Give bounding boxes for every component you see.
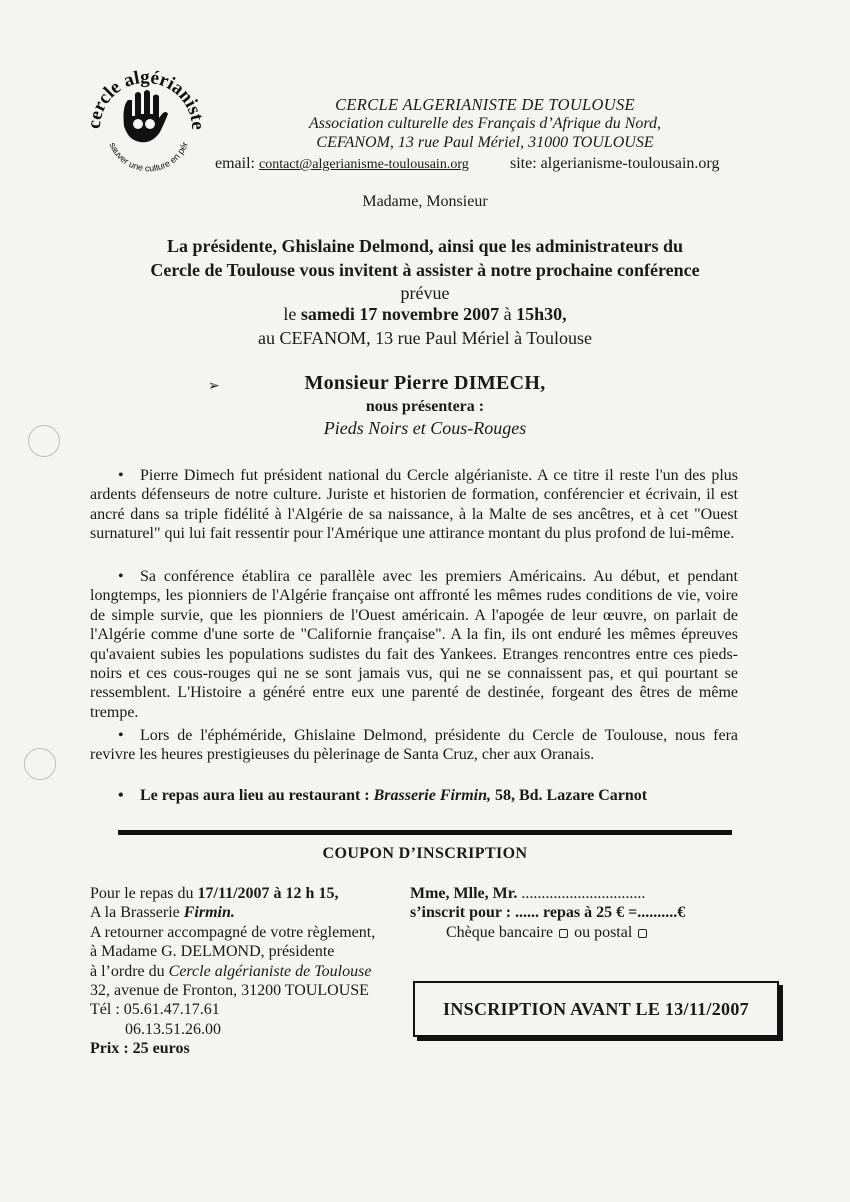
registration-deadline-box [413,981,779,1037]
order-name: Cercle algérianiste de Toulouse [168,962,372,980]
salutation: Madame, Monsieur [362,193,488,210]
meal-label: Le repas aura lieu au restaurant : [140,787,370,804]
site-info [510,155,719,173]
coupon-price: Prix : 25 euros [90,1040,190,1058]
punch-hole [24,748,56,780]
paragraph-conference [90,567,738,722]
email-link[interactable]: contact@algerianisme-toulousain.org [258,157,469,172]
bullet-icon: • [118,467,124,484]
meal-date-prefix: Pour le repas du [90,885,194,902]
coupon-address-line: 32, avenue de Fronton, 31200 TOULOUSE [90,982,369,1000]
coupon-return-line: A retourner accompagné de votre règlement, [90,923,376,941]
association-logo [78,48,210,180]
invitation-line-2: Cercle de Toulouse vous invitent à assister à notre prochaine conférence [150,260,700,280]
paragraph-meal [90,786,738,805]
name-dots: ............................... [521,885,646,902]
email-label: email: [215,155,255,172]
hand-icon [124,90,169,142]
order-prefix: à l’ordre du [90,962,165,980]
coupon-recipient-line: à Madame G. DELMOND, présidente [90,943,335,961]
restaurant-prefix: A la Brasserie [90,904,180,922]
coupon-phone-2: 06.13.51.26.00 [125,1020,221,1038]
coupon-order-line [90,962,410,981]
date-prefix: le [283,304,297,324]
speaker-presents: nous présentera : [365,398,485,415]
paragraph-ephemeride [90,726,738,765]
date-connector: à [503,304,512,324]
postal-cheque-checkbox[interactable] [638,929,647,938]
paragraph-text: Sa conférence établira ce parallèle avec les premiers Américains. Au début, et pendant longtemps, les pionniers de l'Algérie française ont affronté les mêmes rudes conditions de vie, voire de simple survie, que les pionniers de l'Ouest américain. A l'apogée de leur œuvre, on parlait de l'Algérie comme d'une sorte de "Californie française". A la fin, ils ont enduré les mêmes épreuves qu'avaient subies les populations sudistes du fait des Yankees. Etranges rencontres entre ces pieds-noirs et ces cous-rouges qui ne se sont jamais vus, qui ne se connaissent pas, et qui pourtant se ressemblent. L'Histoire a généré entre eux une parenté de destinée, forgeant des êtres de même trempe. [90,568,738,721]
restaurant-address: 58, Bd. Lazare Carnot [494,787,648,804]
speaker-name: Monsieur Pierre DIMECH, [304,372,546,394]
association-address: CEFANOM, 13 rue Paul Mériel, 31000 TOULOUSE [316,134,654,151]
bullet-icon: • [118,787,124,804]
event-time: 15h30, [516,304,567,324]
paragraph-speaker-bio [90,466,738,544]
paragraph-text: Lors de l'éphéméride, Ghislaine Delmond, présidente du Cercle de Toulouse, nous fera revivre les heures prestigieuses du pèlerinage de Santa Cruz, cher aux Oranais. [90,727,738,764]
invitation-date-line [60,302,790,326]
contact-line [215,155,735,173]
restaurant-name: Brasserie Firmin, [373,787,491,804]
coupon-restaurant-line [90,903,410,922]
logo-lower-text: sauver une culture en pér [107,140,191,174]
postal-cheque-label: ou postal [574,923,633,941]
association-subtitle: Association culturelle des Français d’Afrique du Nord, [308,115,662,132]
invitation-line-1: La présidente, Ghislaine Delmond, ainsi que les administrateurs du [166,236,684,256]
invitation-venue: au CEFANOM, 13 rue Paul Mériel à Toulouse [257,328,593,348]
bullet-icon: • [118,568,124,585]
coupon-meal-line [90,884,410,903]
payment-options [410,923,770,942]
coupon-title: COUPON D’INSCRIPTION [322,845,528,862]
conference-topic: Pieds Noirs et Cous-Rouges [323,418,527,438]
restaurant-name: Firmin. [183,904,235,922]
coupon-left-column [90,884,410,1059]
coupon-right-column [410,884,770,942]
arrow-bullet-icon: ➢ [208,379,220,394]
site-link[interactable]: algerianisme-toulousain.org [540,155,720,172]
bullet-icon: • [118,727,124,744]
bank-cheque-checkbox[interactable] [559,929,568,938]
section-divider [118,830,732,835]
meal-date: 17/11/2007 à 12 h 15, [197,885,339,902]
coupon-phone-1: Tél : 05.61.47.17.61 [90,1001,220,1019]
event-date: samedi 17 novembre 2007 [300,304,500,324]
site-label: site: [510,155,537,172]
registration-field[interactable]: s’inscrit pour : ...... repas à 25 € =..........€ [410,904,686,922]
paragraph-text: Pierre Dimech fut président national du Cercle algérianiste. A ce titre il reste l'un des plus ardents défenseurs de notre culture. Juriste et historien de formation, conférencier et écrivain, il est ancré dans sa triple fidélité à l'Algérie de sa naissance, à la Malte de ses ancêtres, et à cet "Ouest surnaturel" qui lui fait ressentir pour l'Amérique une attirance montant du plus profond de lui-même. [90,467,738,543]
logo-arc-text: cercle algérianiste [83,66,209,131]
bank-cheque-label: Chèque bancaire [446,923,554,941]
association-title: CERCLE ALGERIANISTE DE TOULOUSE [335,95,635,114]
registration-deadline: INSCRIPTION AVANT LE 13/11/2007 [443,998,749,1019]
name-field[interactable] [410,884,770,903]
invitation-line-3: prévue [400,283,450,303]
name-label: Mme, Mlle, Mr. [410,885,518,902]
